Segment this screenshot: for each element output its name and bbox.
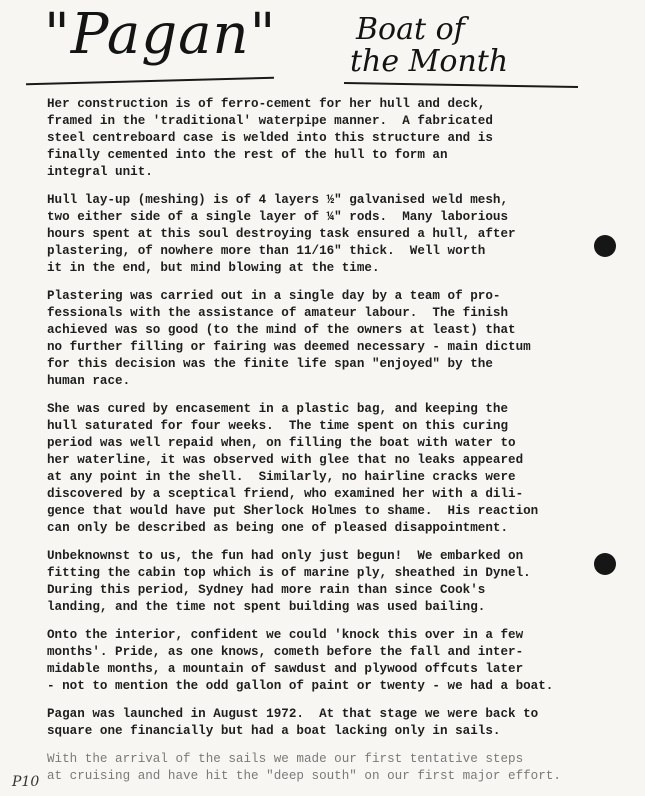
paragraph-7	[47, 706, 612, 740]
text-line: months'. Pride, as one knows, cometh before the fall and inter-	[47, 645, 524, 659]
boat-of-the-month-line2: the Month	[350, 44, 509, 79]
text-line: landing, and the time not spent building was used bailing.	[47, 600, 486, 614]
text-line: - not to mention the odd gallon of paint or twenty - we had a boat.	[47, 679, 554, 693]
boat-of-the-month-line1: Boat of	[356, 12, 465, 47]
text-line: square one financially but had a boat lacking only in sails.	[47, 724, 501, 738]
paragraph-5	[47, 548, 612, 616]
text-line: human race.	[47, 374, 131, 388]
text-line: finally cemented into the rest of the hull to form an	[47, 148, 448, 162]
text-line: Plastering was carried out in a single day by a team of pro-	[47, 289, 501, 303]
text-line: period was well repaid when, on filling the boat with water to	[47, 436, 516, 450]
text-line: steel centreboard case is welded into this structure and is	[47, 131, 493, 145]
binder-hole-top	[594, 235, 616, 257]
heading-underline-left	[26, 77, 274, 85]
binder-hole-bottom	[594, 553, 616, 575]
text-line: framed in the 'traditional' waterpipe manner. A fabricated	[47, 114, 493, 128]
text-line: two either side of a single layer of ¼" rods. Many laborious	[47, 210, 509, 224]
text-line: her waterline, it was observed with glee that no leaks appeared	[47, 453, 524, 467]
text-line: no further filling or fairing was deemed necessary - main dictum	[47, 340, 531, 354]
text-line: plastering, of nowhere more than 11/16" thick. Well worth	[47, 244, 486, 258]
paragraph-1	[47, 96, 612, 181]
article-body	[47, 96, 612, 796]
boat-name-heading: "Pagan"	[44, 2, 277, 67]
text-line: at any point in the shell. Similarly, no hairline cracks were	[47, 470, 516, 484]
text-line: midable months, a mountain of sawdust and plywood offcuts later	[47, 662, 524, 676]
page-number: P10	[12, 774, 40, 790]
text-line: Unbeknownst to us, the fun had only just begun! We embarked on	[47, 549, 524, 563]
text-line: fessionals with the assistance of amateur labour. The finish	[47, 306, 509, 320]
paragraph-3	[47, 288, 612, 390]
text-line: it in the end, but mind blowing at the time.	[47, 261, 380, 275]
text-line: fitting the cabin top which is of marine ply, sheathed in Dynel.	[47, 566, 531, 580]
paragraph-6	[47, 627, 612, 695]
text-line: hull saturated for four weeks. The time spent on this curing	[47, 419, 509, 433]
heading-underline-right	[344, 82, 578, 88]
text-line: Hull lay-up (meshing) is of 4 layers ½" galvanised weld mesh,	[47, 193, 509, 207]
text-line: for this decision was the finite life span "enjoyed" by the	[47, 357, 493, 371]
text-line: gence that would have put Sherlock Holmes to shame. His reaction	[47, 504, 539, 518]
text-line: can only be described as being one of pleased disappointment.	[47, 521, 509, 535]
paragraph-4	[47, 401, 612, 537]
text-line: integral unit.	[47, 165, 153, 179]
text-line: hours spent at this soul destroying task ensured a hull, after	[47, 227, 516, 241]
text-line: Onto the interior, confident we could 'knock this over in a few	[47, 628, 524, 642]
text-line: discovered by a sceptical friend, who examined her with a dili-	[47, 487, 524, 501]
paragraph-2	[47, 192, 612, 277]
text-line: With the arrival of the sails we made our first tentative steps	[47, 752, 524, 766]
paragraph-8	[47, 751, 612, 785]
text-line: Pagan was launched in August 1972. At that stage we were back to	[47, 707, 539, 721]
text-line: achieved was so good (to the mind of the owners at least) that	[47, 323, 516, 337]
text-line: She was cured by encasement in a plastic bag, and keeping the	[47, 402, 509, 416]
text-line: During this period, Sydney had more rain than since Cook's	[47, 583, 486, 597]
text-line: Her construction is of ferro-cement for her hull and deck,	[47, 97, 486, 111]
text-line: at cruising and have hit the "deep south" on our first major effort.	[47, 769, 561, 783]
